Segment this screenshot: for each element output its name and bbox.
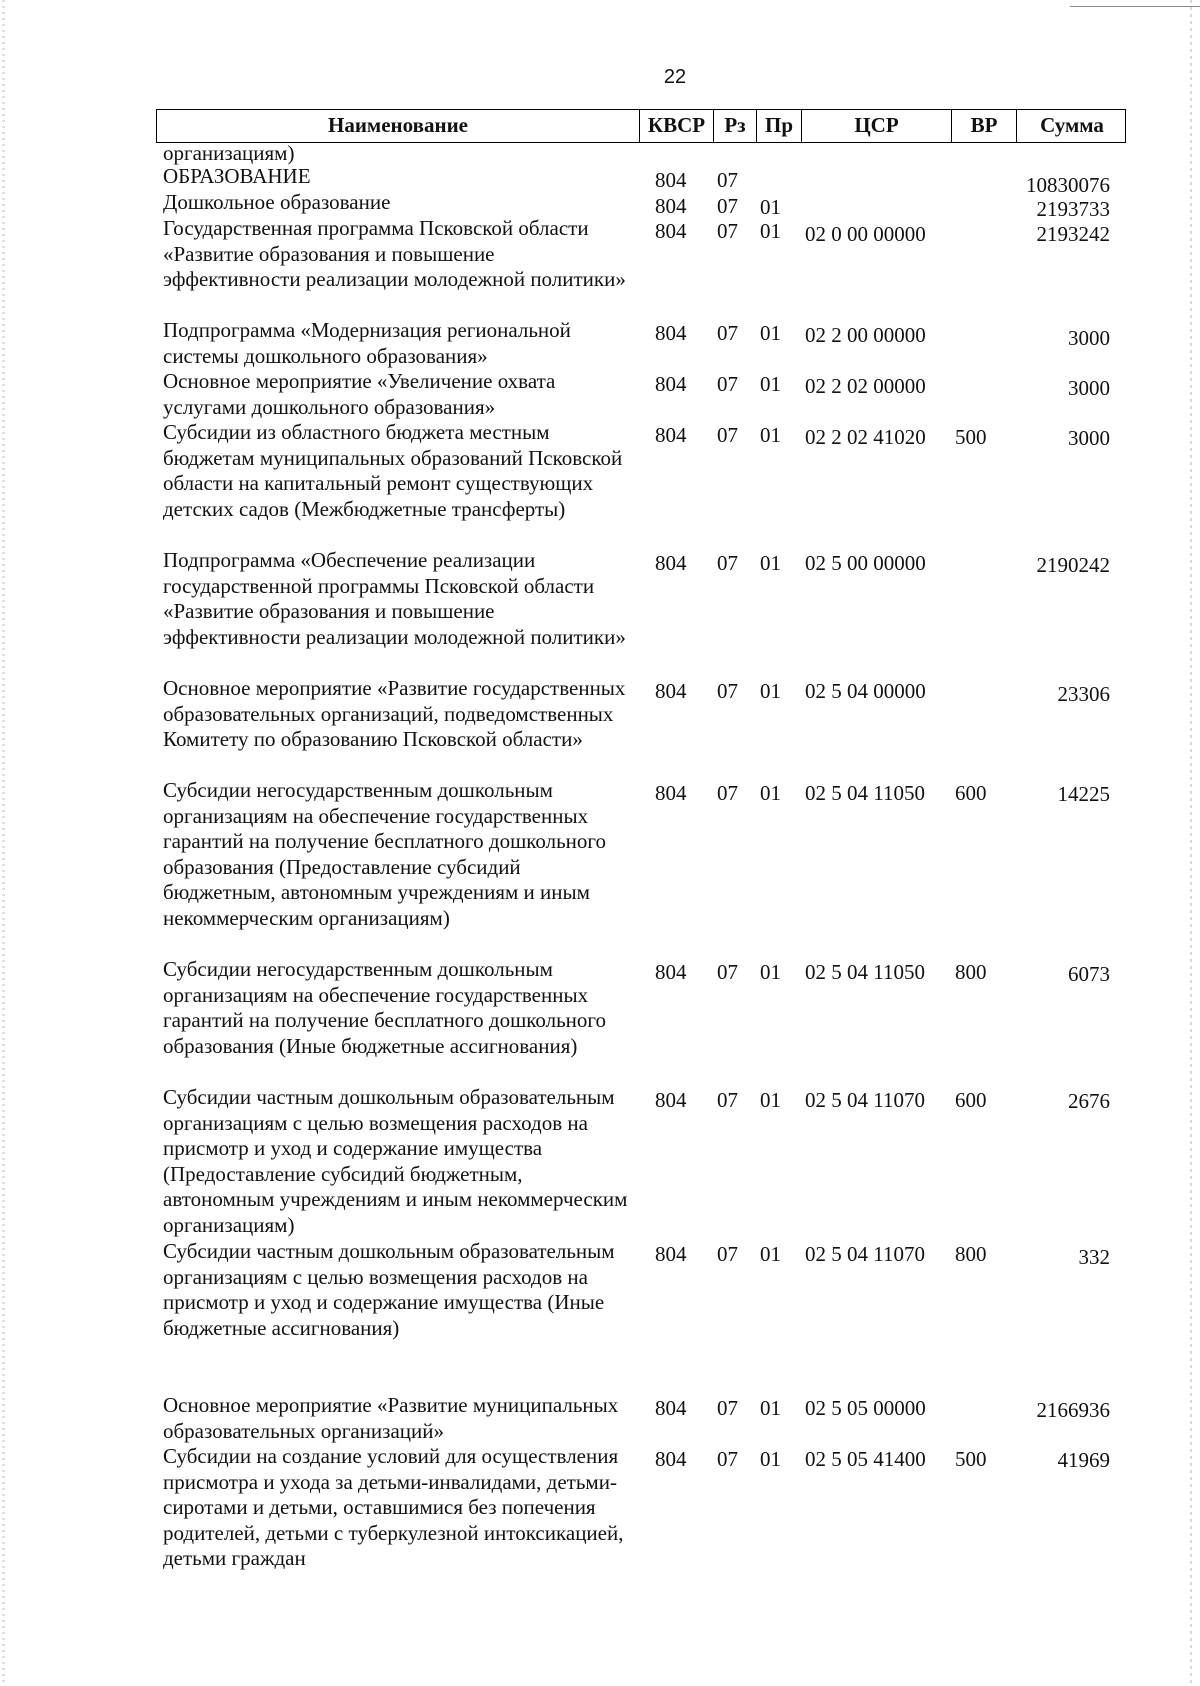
row-name: Субсидии негосударственным дошкольным организациям на обеспечение государственных гарантий на получение бесплатного дошкольного образования (Иные бюджетные ассигнования): [163, 957, 606, 1058]
row-rz: 07: [717, 551, 738, 575]
row-rz: 07: [717, 781, 738, 805]
row-csr: 02 5 04 11070: [805, 1242, 925, 1266]
row-sum: 23306: [1057, 682, 1110, 706]
row-pr: 01: [760, 321, 781, 345]
row-kvsr: 804: [655, 1242, 687, 1266]
row-rz: 07: [717, 1088, 738, 1112]
row-sum: 41969: [1057, 1448, 1110, 1472]
header-kvsr: КВСР: [640, 110, 714, 142]
row-rz: 07: [717, 372, 738, 396]
row-sum: 3000: [1068, 426, 1110, 450]
row-csr: 02 0 00 00000: [805, 222, 926, 246]
row-pr: 01: [760, 1088, 781, 1112]
row-vr: 600: [955, 1088, 987, 1112]
row-pr: 01: [760, 781, 781, 805]
row-rz: 07: [717, 1447, 738, 1471]
row-name: Субсидии из областного бюджета местным бюджетам муниципальных образований Псковской области на капитальный ремонт существующих детских садов (Межбюджетные трансферты): [163, 420, 623, 521]
row-sum: 3000: [1068, 326, 1110, 350]
row-rz: 07: [717, 321, 738, 345]
row-csr: 02 5 00 00000: [805, 551, 926, 575]
row-vr: 500: [955, 425, 987, 449]
header-name: Наименование: [157, 110, 640, 142]
row-rz: 07: [717, 960, 738, 984]
row-rz: 07: [717, 1242, 738, 1266]
row-kvsr: 804: [655, 372, 687, 396]
row-kvsr: 804: [655, 194, 687, 218]
row-name: Государственная программа Псковской области «Развитие образования и повышение эффективности реализации молодежной политики»: [163, 216, 626, 291]
row-vr: 600: [955, 781, 987, 805]
row-kvsr: 804: [655, 781, 687, 805]
row-name: Субсидии частным дошкольным образовательным организациям с целью возмещения расходов на присмотр и уход и содержание имущества (Иные бюджетные ассигнования): [163, 1239, 615, 1340]
row-name: Основное мероприятие «Развитие муниципальных образовательных организаций»: [163, 1393, 619, 1443]
row-vr: 800: [955, 1242, 987, 1266]
row-pr: 01: [760, 423, 781, 447]
row-sum: 332: [1078, 1245, 1110, 1269]
row-rz: 07: [717, 1396, 738, 1420]
row-name: ОБРАЗОВАНИЕ: [163, 164, 311, 188]
row-csr: 02 5 05 41400: [805, 1447, 926, 1471]
scan-top-line: [1070, 6, 1200, 7]
row-csr: 02 5 04 11070: [805, 1088, 925, 1112]
row-name: Основное мероприятие «Увеличение охвата услугами дошкольного образования»: [163, 369, 556, 419]
row-csr: 02 5 05 00000: [805, 1396, 926, 1420]
row-sum: 14225: [1057, 782, 1110, 806]
table-header: [156, 109, 1126, 143]
row-kvsr: 804: [655, 1447, 687, 1471]
row-sum: 6073: [1068, 962, 1110, 986]
row-name: организациям): [163, 141, 295, 165]
row-pr: 01: [760, 960, 781, 984]
row-csr: 02 2 02 00000: [805, 374, 926, 398]
row-name: Подпрограмма «Модернизация региональной системы дошкольного образования»: [163, 318, 571, 368]
row-pr: 01: [760, 1396, 781, 1420]
page-number: 22: [663, 66, 687, 88]
row-rz: 07: [717, 219, 738, 243]
row-sum: 2676: [1068, 1089, 1110, 1113]
header-rz: Рз: [714, 110, 757, 142]
row-name: Субсидии негосударственным дошкольным организациям на обеспечение государственных гарантий на получение бесплатного дошкольного образования (Предоставление субсидий бюджетным, автономным учреждениям и иным некоммерческим организациям): [163, 778, 606, 930]
row-kvsr: 804: [655, 1088, 687, 1112]
row-pr: 01: [760, 1242, 781, 1266]
row-sum: 2166936: [1036, 1398, 1110, 1422]
row-rz: 07: [717, 194, 738, 218]
row-kvsr: 804: [655, 423, 687, 447]
row-csr: 02 2 02 41020: [805, 425, 926, 449]
row-pr: 01: [760, 219, 781, 243]
scan-edge-right: [1190, 0, 1192, 1686]
header-sum: Сумма: [1040, 113, 1104, 137]
row-pr: 01: [760, 679, 781, 703]
row-csr: 02 5 04 11050: [805, 960, 925, 984]
row-rz: 07: [717, 423, 738, 447]
row-rz: 07: [717, 168, 738, 192]
header-vr: ВР: [952, 110, 1017, 142]
row-sum: 10830076: [1026, 173, 1110, 197]
row-vr: 800: [955, 960, 987, 984]
row-pr: 01: [760, 551, 781, 575]
row-kvsr: 804: [655, 1396, 687, 1420]
row-kvsr: 804: [655, 321, 687, 345]
header-pr: Пр: [757, 110, 802, 142]
row-pr: 01: [760, 195, 781, 219]
row-name: Дошкольное образование: [163, 190, 391, 214]
row-sum: 2193733: [1036, 197, 1110, 221]
row-sum: 2193242: [1036, 222, 1110, 246]
row-kvsr: 804: [655, 679, 687, 703]
row-name: Субсидии на создание условий для осуществления присмотра и ухода за детьми-инвалидами, детьми-сиротами и детьми, оставшимися без попечения родителей, детьми с туберкулезной интоксикацией, детьми граждан: [163, 1444, 624, 1570]
row-kvsr: 804: [655, 219, 687, 243]
row-csr: 02 5 04 00000: [805, 679, 926, 703]
row-name: Субсидии частным дошкольным образовательным организациям с целью возмещения расходов на присмотр и уход и содержание имущества (Предоставление субсидий бюджетным, автономным учреждениям и иным некоммерческим организациям): [163, 1085, 628, 1237]
row-csr: 02 2 00 00000: [805, 323, 926, 347]
row-kvsr: 804: [655, 168, 687, 192]
header-csr: ЦСР: [802, 110, 952, 142]
row-name: Подпрограмма «Обеспечение реализации государственной программы Псковской области «Развитие образования и повышение эффективности реализации молодежной политики»: [163, 548, 626, 649]
row-rz: 07: [717, 679, 738, 703]
row-kvsr: 804: [655, 551, 687, 575]
row-vr: 500: [955, 1447, 987, 1471]
scan-edge-left: [2, 0, 5, 1686]
row-kvsr: 804: [655, 960, 687, 984]
row-sum: 3000: [1068, 376, 1110, 400]
row-csr: 02 5 04 11050: [805, 781, 925, 805]
row-name: Основное мероприятие «Развитие государственных образовательных организаций, подведомственных Комитету по образованию Псковской области»: [163, 676, 626, 751]
row-pr: 01: [760, 372, 781, 396]
row-pr: 01: [760, 1447, 781, 1471]
row-sum: 2190242: [1036, 553, 1110, 577]
